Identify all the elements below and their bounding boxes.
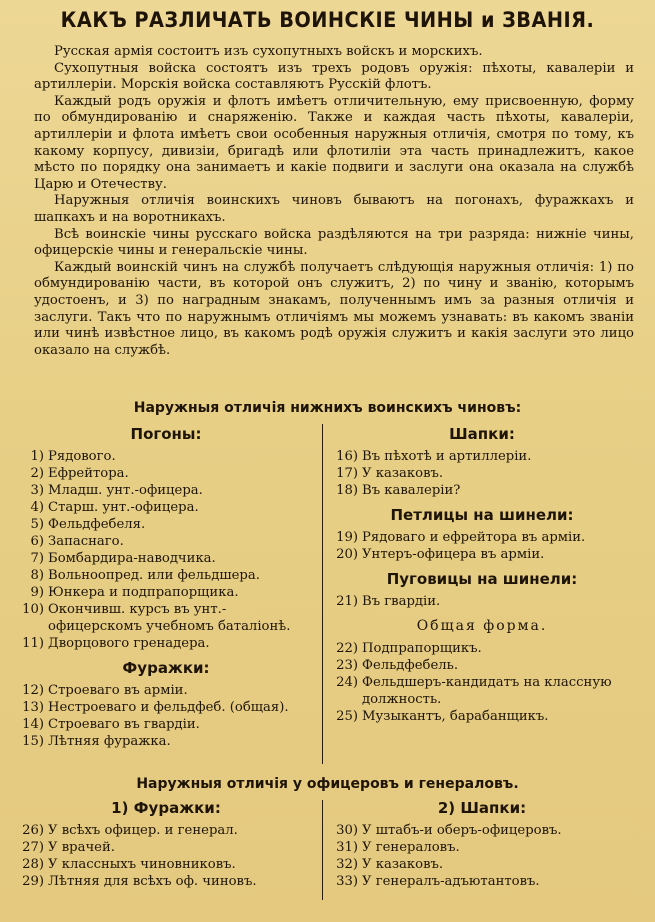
- item-text: Рядоваго и ефрейтора въ арміи.: [362, 530, 586, 545]
- page-title: КАКЪ РАЗЛИЧАТЬ ВОИНСКІЕ ЧИНЫ и ЗВАНІЯ.: [60, 8, 595, 32]
- item-text: Лѣтняя для всѣхъ оф. чиновъ.: [48, 874, 257, 889]
- list-item: [18, 682, 314, 699]
- shapki-list: [332, 448, 632, 499]
- item-number: 11): [22, 636, 44, 651]
- item-number: 16): [336, 449, 358, 464]
- list-item: [18, 584, 314, 601]
- item-number: 23): [336, 658, 358, 673]
- item-text: У врачей.: [48, 840, 115, 855]
- item-number: 17): [336, 466, 358, 481]
- petlitsy-heading: Петлицы на шинели:: [390, 506, 574, 524]
- item-number: 29): [22, 874, 44, 889]
- item-number: 27): [22, 840, 44, 855]
- item-number: 31): [336, 840, 358, 855]
- item-number: 24): [336, 675, 358, 690]
- list-item: [332, 873, 632, 890]
- furazhki-heading: Фуражки:: [122, 659, 210, 677]
- intro-paragraph: Сухопутныя войска состоятъ изъ трехъ родовъ оружія: пѣхоты, кавалеріи и артиллеріи. Морскія войска составляютъ Русскій флотъ.: [34, 60, 634, 93]
- list-item: [332, 839, 632, 856]
- list-item: [18, 822, 314, 839]
- list-item: [332, 593, 632, 610]
- obshchaya-list: [332, 640, 632, 725]
- column-divider: [322, 800, 323, 900]
- item-number: 19): [336, 530, 358, 545]
- item-number: 5): [30, 517, 44, 532]
- list-item: [18, 839, 314, 856]
- item-number: 20): [336, 547, 358, 562]
- item-text: У генералъ-адъютантовъ.: [362, 874, 540, 889]
- item-number: 22): [336, 641, 358, 656]
- list-item: [18, 499, 314, 516]
- list-item: [332, 822, 632, 839]
- item-number: 9): [30, 585, 44, 600]
- item-number: 32): [336, 857, 358, 872]
- item-number: 8): [30, 568, 44, 583]
- list-item: [18, 448, 314, 465]
- list-item: [18, 716, 314, 733]
- intro-paragraph: Каждый родъ оружія и флотъ имѣетъ отличительную, ему присвоенную, форму по обмундированію и снаряженію. Также и каждая часть пѣхоты, кавалеріи, артиллеріи и флота имѣетъ свои особенныя наружныя отличія, смотря по тому, къ какому корпусу, дивизіи, бригадѣ или флотиліи эта часть принадлежитъ, какое мѣсто по порядку она занимаетъ и какіе подвиги и заслуги она оказала на службѣ Царю и Отечеству.: [34, 93, 634, 192]
- officers-left-column: [18, 798, 314, 890]
- list-item: [332, 674, 632, 708]
- item-text: Въ гвардіи.: [362, 594, 441, 609]
- pogony-list: [18, 448, 314, 652]
- item-number: 1): [30, 449, 44, 464]
- petlitsy-list: [332, 529, 632, 563]
- item-number: 33): [336, 874, 358, 889]
- list-item: [18, 550, 314, 567]
- list-item: [332, 546, 632, 563]
- list-item: [332, 448, 632, 465]
- item-text: Запаснаго.: [48, 534, 124, 549]
- pugovitsy-list: [332, 593, 632, 610]
- list-item: [18, 516, 314, 533]
- item-text: Бомбардира-наводчика.: [48, 551, 216, 566]
- lower-right-column: [332, 424, 632, 725]
- item-text: Фельдфебель.: [362, 658, 459, 673]
- item-number: 30): [336, 823, 358, 838]
- item-number: 25): [336, 709, 358, 724]
- list-item: [332, 657, 632, 674]
- list-item: [332, 856, 632, 873]
- intro-paragraph: Русская армія состоитъ изъ сухопутныхъ войскъ и морскихъ.: [54, 44, 483, 59]
- item-text: Подпрапорщикъ.: [362, 641, 482, 656]
- officers-heading: Наружныя отличія у офицеровъ и генераловъ.: [136, 776, 519, 792]
- item-text: Вольноопред. или фельдшера.: [48, 568, 260, 583]
- list-item: [18, 699, 314, 716]
- item-text: У генераловъ.: [362, 840, 460, 855]
- item-text: Унтеръ-офицера въ арміи.: [362, 547, 545, 562]
- item-text: Лѣтняя фуражка.: [48, 734, 171, 749]
- item-text: Дворцового гренадера.: [48, 636, 210, 651]
- column-divider: [322, 424, 323, 764]
- item-text: У классныхъ чиновниковъ.: [48, 857, 236, 872]
- item-text: Окончивш. курсъ въ унт.-офицерскомъ учебномъ баталіонѣ.: [48, 602, 291, 634]
- item-text: Нестроеваго и фельдфеб. (общая).: [48, 700, 289, 715]
- item-number: 15): [22, 734, 44, 749]
- item-text: Строеваго въ арміи.: [48, 683, 188, 698]
- item-number: 14): [22, 717, 44, 732]
- list-item: [332, 482, 632, 499]
- list-item: [18, 733, 314, 750]
- intro-paragraph: Каждый воинскій чинъ на службѣ получаетъ слѣдующія наружныя отличія: 1) по обмундированію части, въ которой онъ служитъ, 2) по чину и званію, которымъ удостоенъ, и 3) по наградным знакамъ, полученнымъ имъ за разныя отличія и заслуги. Такъ что по наружнымъ отличіямъ мы можемъ узнавать: въ какомъ званіи или чинѣ извѣстное лицо, въ какомъ родѣ оружія служитъ и какія заслуги это лицо оказало на службѣ.: [34, 259, 634, 358]
- item-text: Фельдшеръ-кандидатъ на классную должность.: [362, 675, 612, 707]
- item-text: У всѣхъ офицер. и генерал.: [48, 823, 238, 838]
- item-number: 7): [30, 551, 44, 566]
- obshchaya-heading: Общая форма.: [416, 618, 548, 634]
- item-text: Юнкера и подпрапорщика.: [48, 585, 239, 600]
- item-text: Въ кавалеріи?: [362, 483, 461, 498]
- officers-shapki-list: [332, 822, 632, 890]
- item-text: Старш. унт.-офицера.: [48, 500, 199, 515]
- item-number: 4): [30, 500, 44, 515]
- item-number: 28): [22, 857, 44, 872]
- list-item: [332, 529, 632, 546]
- shapki-heading: Шапки:: [449, 425, 515, 443]
- item-number: 3): [30, 483, 44, 498]
- item-text: Младш. унт.-офицера.: [48, 483, 203, 498]
- item-number: 18): [336, 483, 358, 498]
- item-text: Фельдфебеля.: [48, 517, 146, 532]
- pugovitsy-heading: Пуговицы на шинели:: [386, 570, 578, 588]
- list-item: [18, 856, 314, 873]
- item-number: 21): [336, 594, 358, 609]
- list-item: [332, 465, 632, 482]
- item-text: У казаковъ.: [362, 857, 444, 872]
- item-number: 26): [22, 823, 44, 838]
- item-text: Ефрейтора.: [48, 466, 129, 481]
- item-text: У казаковъ.: [362, 466, 444, 481]
- pogony-heading: Погоны:: [130, 425, 202, 443]
- list-item: [332, 708, 632, 725]
- officers-furazhki-list: [18, 822, 314, 890]
- lower-ranks-heading: Наружныя отличія нижнихъ воинскихъ чиновъ:: [133, 400, 522, 416]
- list-item: [18, 601, 314, 635]
- intro-paragraph: Наружныя отличія воинскихъ чиновъ бываютъ на погонахъ, фуражкахъ и шапкахъ и на воротникахъ.: [34, 193, 634, 225]
- list-item: [18, 482, 314, 499]
- item-text: Музыкантъ, барабанщикъ.: [362, 709, 549, 724]
- item-number: 12): [22, 683, 44, 698]
- list-item: [18, 533, 314, 550]
- list-item: [18, 567, 314, 584]
- list-item: [18, 465, 314, 482]
- item-number: 10): [22, 602, 44, 617]
- intro-paragraph: Всѣ воинскіе чины русскаго войска раздѣляются на три разряда: нижніе чины, офицерскіе чины и генеральскіе чины.: [34, 226, 634, 259]
- list-item: [18, 873, 314, 890]
- list-item: [332, 640, 632, 657]
- item-number: 2): [30, 466, 44, 481]
- officers-furazhki-heading: 1) Фуражки:: [111, 799, 221, 817]
- officers-right-column: [332, 798, 632, 890]
- item-text: Въ пѣхотѣ и артиллеріи.: [362, 449, 532, 464]
- officers-shapki-heading: 2) Шапки:: [437, 799, 527, 817]
- item-text: Строеваго въ гвардіи.: [48, 717, 200, 732]
- item-text: У штабъ-и оберъ-офицеровъ.: [362, 823, 562, 838]
- list-item: [18, 635, 314, 652]
- item-number: 13): [22, 700, 44, 715]
- intro-text: [34, 44, 634, 359]
- item-number: 6): [30, 534, 44, 549]
- furazhki-list: [18, 682, 314, 750]
- item-text: Рядового.: [48, 449, 116, 464]
- lower-left-column: [18, 424, 314, 750]
